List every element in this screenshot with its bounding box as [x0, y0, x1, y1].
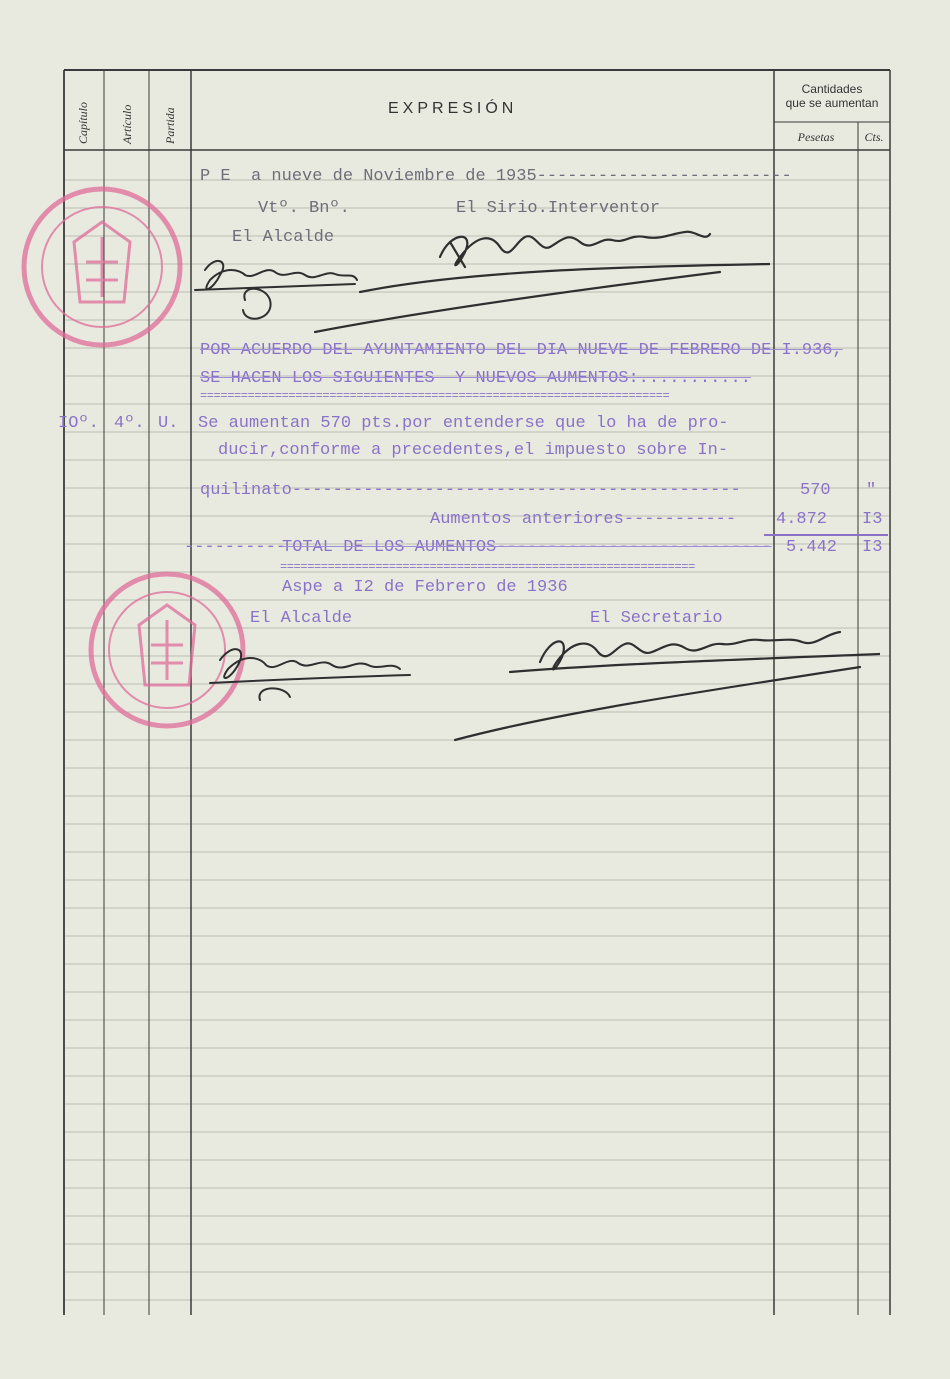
- header-cts: Cts.: [864, 130, 884, 144]
- line-alcalde-1: El Alcalde: [232, 228, 335, 247]
- line-equals-2: =============================================================: [280, 560, 695, 574]
- amount-total: 5.442: [786, 538, 838, 557]
- line-hacen: SE HACEN LOS SIGUIENTES Y NUEVOS AUMENTOS:...........: [200, 369, 751, 388]
- subtotal-rule: [764, 534, 888, 536]
- line-secretario: El Secretario: [590, 609, 723, 628]
- line-alcalde-2: El Alcalde: [250, 609, 353, 628]
- line-aspe-date: Aspe a I2 de Febrero de 1936: [282, 578, 568, 597]
- signature-secretario: [440, 612, 880, 748]
- amount-570-cts: ": [866, 481, 877, 500]
- line-aumentan-3: quilinato--------------------------------------------: [200, 481, 741, 500]
- signature-interventor: [300, 212, 770, 342]
- line-interventor: El Sirio.Interventor: [456, 199, 661, 218]
- entry-capitulo: IOº.: [58, 414, 99, 433]
- line-visto-bueno: Vtº. Bnº.: [258, 199, 350, 218]
- header-expresion: EXPRESIÓN: [388, 100, 518, 117]
- amount-570: 570: [800, 481, 831, 500]
- entry-partida: U.: [158, 414, 179, 433]
- line-aumentan-2: ducir,conforme a precedentes,el impuesto sobre In-: [218, 441, 729, 460]
- entry-articulo: 4º.: [114, 414, 145, 433]
- line-aumentos-anteriores: Aumentos anteriores-----------: [430, 510, 737, 529]
- header-cantidades-1: Cantidades: [801, 82, 863, 96]
- header-capitulo: Capítulo: [76, 101, 90, 144]
- header-articulo: Artículo: [120, 104, 134, 144]
- amount-total-cts: I3: [862, 538, 883, 557]
- amount-anteriores: 4.872: [776, 510, 828, 529]
- signature-alcalde-2: [200, 635, 420, 725]
- line-aumentan-1: Se aumentan 570 pts.por entenderse que lo ha de pro-: [198, 414, 729, 433]
- line-total-prefix: ----------: [184, 538, 287, 557]
- line-acuerdo: POR ACUERDO DEL AYUNTAMIENTO DEL DIA NUEVE DE FEBRERO DE I.936,: [200, 341, 843, 360]
- header-partida: Partida: [163, 107, 177, 144]
- header-cantidades-2: que se aumentan: [785, 96, 879, 110]
- line-total: TOTAL DE LOS AUMENTOS---------------------------: [282, 538, 772, 557]
- header-pesetas: Pesetas: [797, 130, 835, 144]
- line-pe-date: P E a nueve de Noviembre de 1935-------------------------: [200, 167, 792, 186]
- line-equals-1: =====================================================================: [200, 389, 670, 403]
- signature-alcalde-1: [185, 250, 365, 340]
- amount-anteriores-cts: I3: [862, 510, 883, 529]
- municipal-seal-stamp-top: [14, 182, 190, 352]
